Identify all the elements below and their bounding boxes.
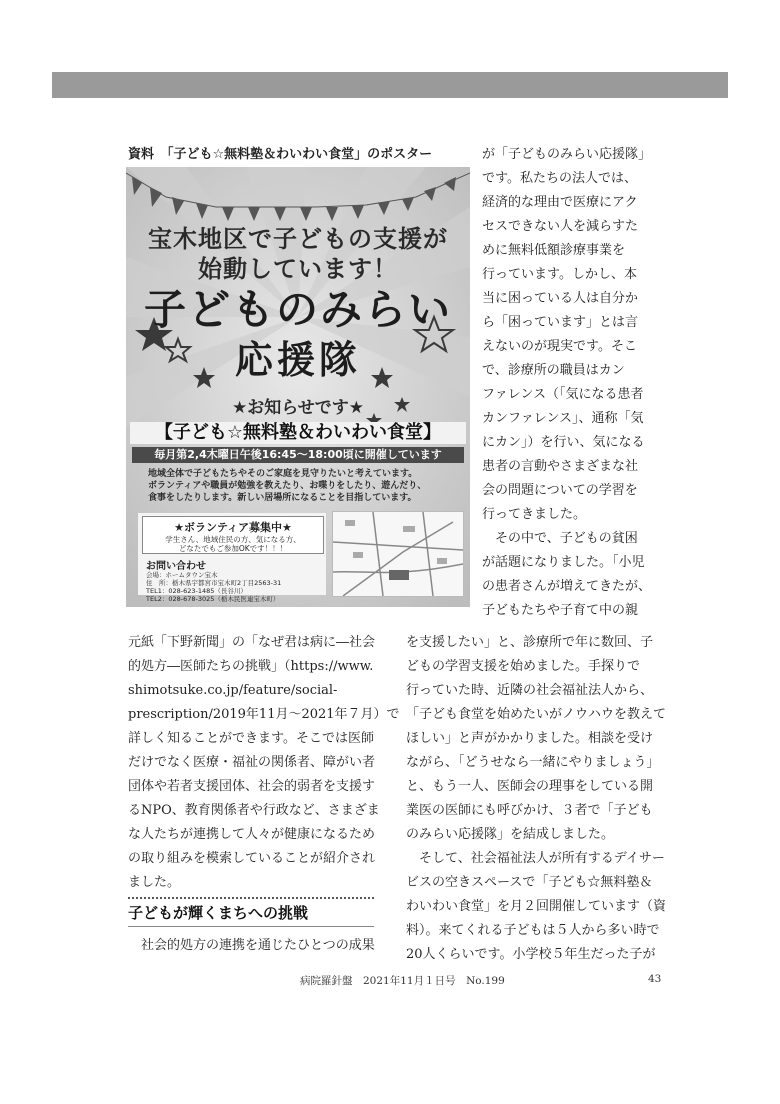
text-line: るNPO、教育関係者や行政など、さまざま xyxy=(128,803,380,818)
text-line: が話題になりました。「小児 xyxy=(482,555,645,570)
section-divider xyxy=(128,897,374,899)
poster-volunteer-line: どなたでもご参加OKです！！！ xyxy=(178,544,288,553)
poster-contact-title: お問い合わせ xyxy=(146,561,206,572)
text-line: 業医の医師にも呼びかけ、３者で「子ども xyxy=(406,803,653,818)
text-line: 行っています。しかし、本 xyxy=(482,267,637,282)
poster-map xyxy=(332,511,464,597)
poster-desc-line: 地域全体で子どもたちやそのご家庭を見守りたいと考えています。 xyxy=(148,469,418,479)
poster-schedule: 毎月第2,4木曜日午後16:45～18:00頃に開催しています xyxy=(132,447,464,463)
text-line: 経済的な理由で医療にアク xyxy=(482,195,638,210)
right-column-bottom xyxy=(406,631,674,967)
text-line: ビスの空きスペースで「子ども☆無料塾＆ xyxy=(406,875,653,890)
section-first-line: 社会的処方の連携を通じたひとつの成果 xyxy=(128,938,375,953)
text-line: shimotsuke.co.jp/feature/social- xyxy=(128,683,338,698)
right-column-top xyxy=(482,143,672,623)
poster-contact-line: 会場：ホームタウン宝木 xyxy=(146,571,218,579)
text-line: ファレンス（「気になる患者 xyxy=(482,387,644,402)
poster-contact-line: 住 所：栃木県宇都宮市宝木町2丁目2563-31 xyxy=(146,579,282,587)
text-line: ながら、「どうせなら一緒にやりましょう」 xyxy=(406,755,660,770)
figure-caption: 資料 「子ども☆無料塾＆わいわい食堂」のポスター xyxy=(128,147,433,162)
text-line: ほしい」と声がかかりました。相談を受け xyxy=(406,731,654,746)
text-line: えないのが現実です。そこ xyxy=(482,339,637,354)
poster-volunteer-title: ★ボランティア募集中★ xyxy=(174,521,292,534)
poster-headline-2: 始動しています！ xyxy=(198,255,398,283)
map-graphic xyxy=(333,512,463,596)
page-number: 43 xyxy=(648,973,662,985)
text-line: を支援したい」と、診療所で年に数回、子 xyxy=(406,635,654,650)
poster-contact-line: TEL1：028-623-1485（長谷川） xyxy=(146,587,247,595)
text-line: 行っていた時、近隣の社会福祉法人から、 xyxy=(406,683,654,698)
footer-publication: 病院羅針盤 2021年11月１日号 No.199 xyxy=(300,975,505,987)
text-line: 20人くらいです。小学校５年生だった子が xyxy=(406,947,656,962)
poster-volunteer-box xyxy=(142,516,324,554)
text-line: と、もう一人、医師会の理事をしている開 xyxy=(406,779,654,794)
text-line: わいわい食堂」を月２回開催しています（資 xyxy=(406,899,667,914)
text-line: の患者さんが増えてきたが、 xyxy=(482,579,652,594)
text-line: どもの学習支援を始めました。手探りで xyxy=(406,659,641,674)
text-line: が「子どものみらい応援隊」 xyxy=(482,147,652,162)
poster-volunteer-line: 学生さん、地域住民の方、気になる方、 xyxy=(165,535,301,544)
section-heading: 子どもが輝くまちへの挑戦 xyxy=(128,904,309,922)
text-line: ました。 xyxy=(128,875,181,890)
poster-description xyxy=(148,468,458,504)
text-line: で、診療所の職員はカン xyxy=(482,363,625,378)
text-line: 「子ども食堂を始めたいがノウハウを教えて xyxy=(406,707,667,722)
text-line: にカン」）を行い、気になる xyxy=(482,435,645,450)
poster-info-box xyxy=(138,513,326,603)
text-line: 子どもたちや子育て中の親 xyxy=(482,603,639,618)
text-line: の取り組みを模索していることが紹介され xyxy=(128,851,376,866)
poster-headline-1: 宝木地区で子どもの支援が xyxy=(148,225,448,253)
poster-banner: 【子ども☆無料塾＆わいわい食堂】 xyxy=(130,422,466,444)
text-line: カンファレンス」、通称「気 xyxy=(482,411,644,426)
poster-image xyxy=(126,167,470,607)
text-line: 患者の言動やさまざまな社 xyxy=(482,459,639,474)
text-line: 当に困っている人は自分か xyxy=(482,291,639,306)
text-line: 元紙「下野新聞」の「なぜ君は病に―社会 xyxy=(128,635,376,650)
section-underline xyxy=(128,926,374,927)
text-line: セスできない人を減らすた xyxy=(482,219,639,234)
left-column xyxy=(128,631,400,895)
text-line: 団体や若者支援団体、社会的弱者を支援す xyxy=(128,779,376,794)
text-line: だけでなく医療・福祉の関係者、障がい者 xyxy=(128,755,376,770)
text-line: のみらい応援隊」を結成しました。 xyxy=(406,827,615,842)
text-line: prescription/2019年11月～2021年７月）で xyxy=(128,707,400,722)
text-line: な人たちが連携して人々が健康になるため xyxy=(128,827,376,842)
header-bar xyxy=(52,72,728,98)
text-line: めに無料低額診療事業を xyxy=(482,243,626,258)
text-line: 行ってきました。 xyxy=(482,507,587,522)
poster-desc-line: 食事をしたりします。新しい居場所になることを目指しています。 xyxy=(148,493,417,503)
poster-contact-line: TEL2：028-678-3025（栃木民医連宝木町） xyxy=(146,595,280,603)
text-line: 詳しく知ることができます。そこでは医師 xyxy=(128,731,374,746)
text-line: です。私たちの法人では、 xyxy=(482,171,637,186)
text-line: 料）。来てくれる子どもは５人から多い時で xyxy=(406,923,660,938)
text-line: その中で、子どもの貧困 xyxy=(482,531,638,546)
text-line: 的処方―医師たちの挑戦」（https://www. xyxy=(128,659,374,674)
text-line: ら「困っています」とは言 xyxy=(482,315,639,330)
poster-notice: ★お知らせです★ xyxy=(232,398,364,418)
poster-desc-line: ボランティアや職員が勉強を教えたり、お喋りをしたり、遊んだり、 xyxy=(148,481,427,491)
text-line: 会の問題についての学習を xyxy=(482,483,638,498)
poster-title-1: 子どものみらい xyxy=(143,285,452,334)
text-line: そして、社会福祉法人が所有するデイサー xyxy=(406,851,665,866)
poster-title-2: 応援隊 xyxy=(234,338,361,382)
